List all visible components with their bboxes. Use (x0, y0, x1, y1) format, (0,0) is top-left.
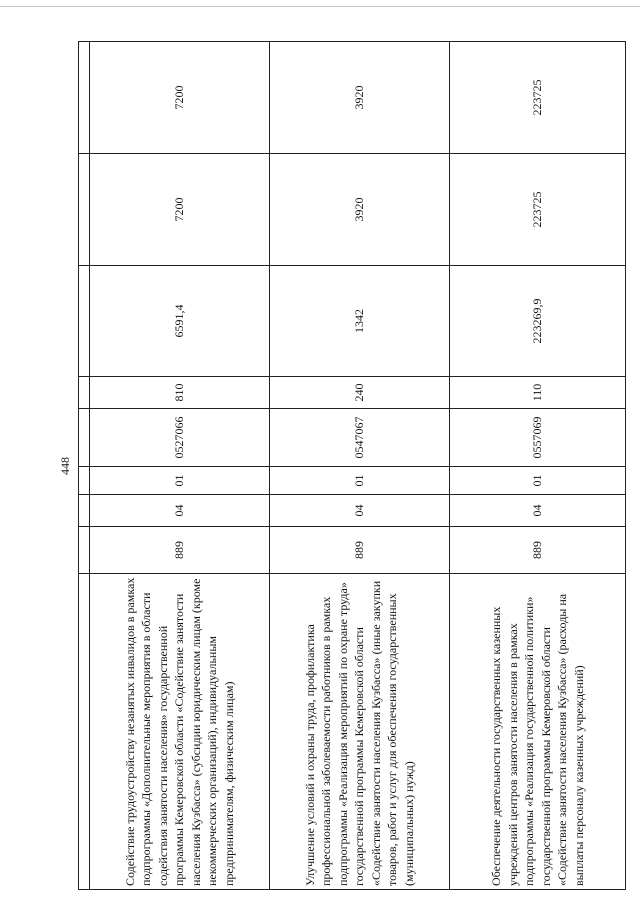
row-code-expense: 240 (270, 377, 450, 409)
page-number: 448 (58, 457, 72, 475)
row-code-target: 0557069 (450, 409, 626, 467)
row-description: Обеспечение деятельности государственных казенных учреждений центров занятости населения в рамках подпрограммы «Реализация государственной политики» государственной программы Кемеровской области «Содействие занятости населения Кузбасса» (расходы на выплаты персоналу казенных учреждений) (450, 574, 626, 890)
header-cell-code2 (79, 495, 90, 527)
table-row (450, 42, 626, 890)
budget-table (78, 41, 626, 890)
table-header-strip (79, 42, 90, 890)
header-cell-code3 (79, 467, 90, 495)
row-code-section: 04 (450, 495, 626, 527)
row-code-admin: 889 (270, 527, 450, 574)
row-value-1: 223269,9 (450, 266, 626, 377)
row-value-2: 3920 (270, 154, 450, 266)
header-cell-name (79, 574, 90, 890)
table-row (270, 42, 450, 890)
row-value-2: 223725 (450, 154, 626, 266)
table-row (90, 42, 270, 890)
header-cell-v1 (79, 266, 90, 377)
row-value-3: 223725 (450, 42, 626, 154)
header-cell-v3 (79, 42, 90, 154)
row-code-admin: 889 (450, 527, 626, 574)
row-code-expense: 110 (450, 377, 626, 409)
row-code-subsection: 01 (270, 467, 450, 495)
row-code-subsection: 01 (450, 467, 626, 495)
row-code-section: 04 (270, 495, 450, 527)
row-value-1: 1342 (270, 266, 450, 377)
header-cell-code1 (79, 527, 90, 574)
row-description: Содействие трудоустройству незанятых инвалидов в рамках подпрограммы «Дополнительные мероприятия в области содействия занятости населения» государственной программы Кемеровской области «Содействие занятости населения Кузбасса» (субсидии юридическим лицам (кроме некоммерческих организаций), индивидуальным предпринимателям, физическим лицам) (90, 574, 270, 890)
row-code-target: 0547067 (270, 409, 450, 467)
row-description: Улучшение условий и охраны труда, профилактика профессиональной заболеваемости работников в рамках подпрограммы «Реализация мероприятий по охране труда» государственной программы Кемеровской области «Содействие занятости населения Кузбасса» (иные закупки товаров, работ и услуг для обеспечения государственных (муниципальных) нужд) (270, 574, 450, 890)
row-value-2: 7200 (90, 154, 270, 266)
row-code-admin: 889 (90, 527, 270, 574)
row-code-section: 04 (90, 495, 270, 527)
row-value-3: 7200 (90, 42, 270, 154)
row-code-target: 0527066 (90, 409, 270, 467)
row-code-expense: 810 (90, 377, 270, 409)
header-cell-v2 (79, 154, 90, 266)
header-cell-code4 (79, 409, 90, 467)
header-cell-code5 (79, 377, 90, 409)
row-value-1: 6591,4 (90, 266, 270, 377)
row-value-3: 3920 (270, 42, 450, 154)
rotated-page-content (56, 42, 624, 890)
row-code-subsection: 01 (90, 467, 270, 495)
